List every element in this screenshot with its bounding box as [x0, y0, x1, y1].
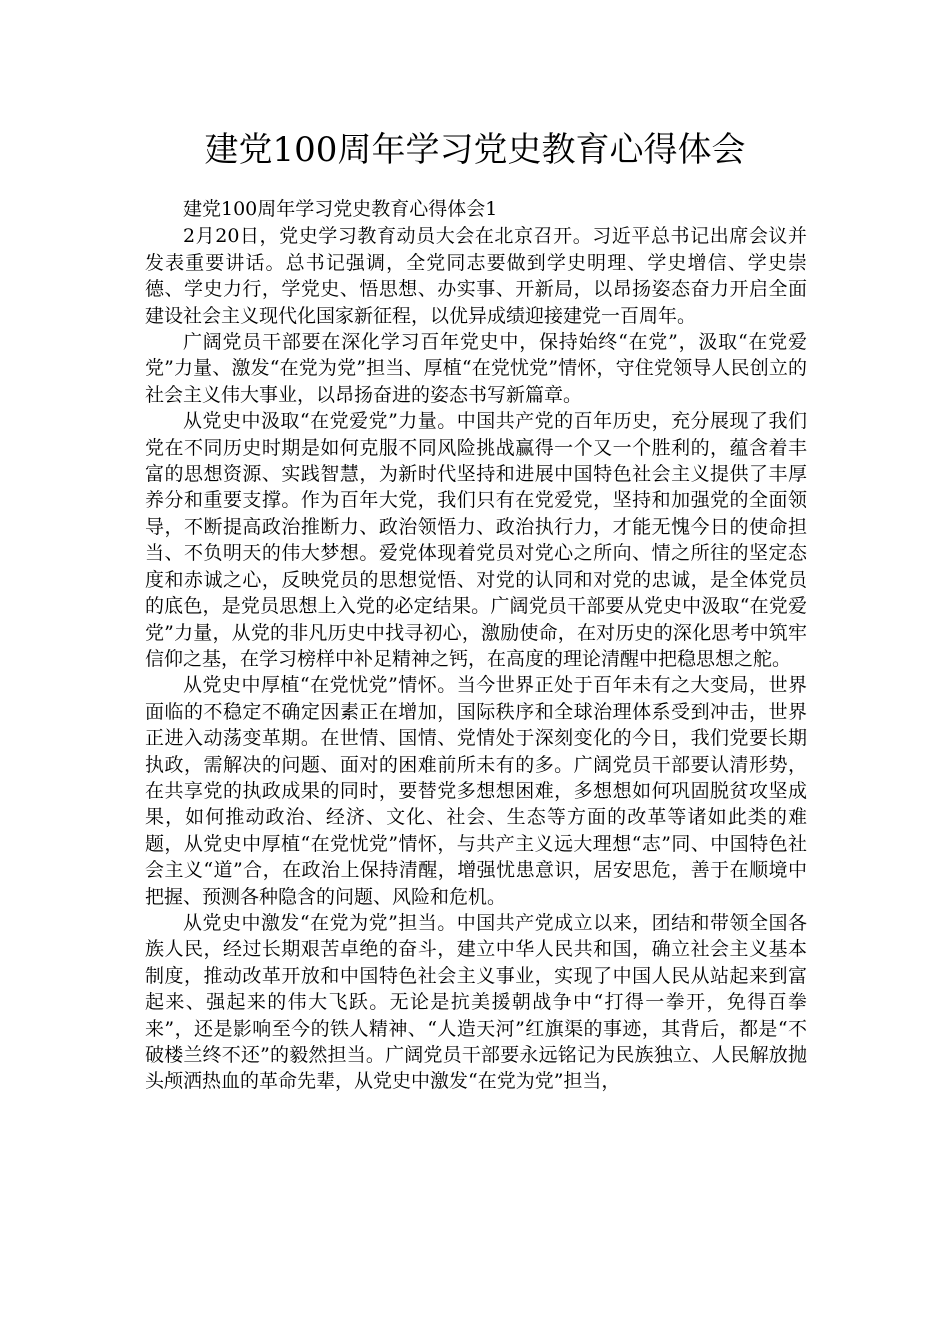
paragraph-worry-party: 从党史中厚植“在党忧党”情怀。当今世界正处于百年未有之大变局，世界面临的不稳定不确定因素正在增加，国际秩序和全球治理体系受到冲击，世界正进入动荡变革期。在世情、国情、党情处于深刻变化的今日，我们党要长期执政，需解决的问题、面对的困难前所未有的多。广阔党员干部要认清形势，在共享党的执政成果的同时，要替党多想想困难，多想想如何巩固脱贫攻坚成果，如何推动政治、经济、文化、社会、生态等方面的改革等诸如此类的难题，从党史中厚植“在党忧党”情怀，与共产主义远大理想“志”同、中国特色社会主义“道”合，在政治上保持清醒，增强忧患意识，居安思危，善于在顺境中把握、预测各种隐含的问题、风险和危机。	[145, 674, 807, 908]
document-subtitle: 建党100周年学习党史教育心得体会1	[183, 198, 498, 220]
document-body	[145, 196, 807, 1095]
paragraph-intro: 2月20日，党史学习教育动员大会在北京召开。习近平总书记出席会议并发表重要讲话。总书记强调，全党同志要做到学史明理、学史增信、学史崇德、学史力行，学党史、悟思想、办实事、开新局，以昂扬姿态奋力开启全面建设社会主义现代化国家新征程，以优异成绩迎接建党一百周年。	[145, 225, 807, 327]
paragraph-love-party: 从党史中汲取“在党爱党”力量。中国共产党的百年历史，充分展现了我们党在不同历史时期是如何克服不同风险挑战赢得一个又一个胜利的，蕴含着丰富的思想资源、实践智慧，为新时代坚持和进展中国特色社会主义提供了丰厚养分和重要支撑。作为百年大党，我们只有在党爱党，坚持和加强党的全面领导，不断提高政治推断力、政治领悟力、政治执行力，才能无愧今日的使命担当、不负明天的伟大梦想。爱党体现着党员对党心之所向、情之所往的坚定态度和赤诚之心，反映党员的思想觉悟、对党的认同和对党的忠诚，是全体党员的底色，是党员思想上入党的必定结果。广阔党员干部要从党史中汲取“在党爱党”力量，从党的非凡历史中找寻初心，激励使命，在对历史的深化思考中筑牢信仰之基，在学习榜样中补足精神之钙，在高度的理论清醒中把稳思想之舵。	[145, 410, 807, 670]
document-title: 建党100周年学习党史教育心得体会	[204, 130, 746, 170]
paragraph-serve-party: 从党史中激发“在党为党”担当。中国共产党成立以来，团结和带领全国各族人民，经过长期艰苦卓绝的奋斗，建立中华人民共和国，确立社会主义基本制度，推动改革开放和中国特色社会主义事业，实现了中国人民从站起来到富起来、强起来的伟大飞跃。无论是抗美援朝战争中“打得一拳开，免得百拳来”，还是影响至今的铁人精神、“人造天河”红旗渠的事迹，其背后，都是“不破楼兰终不还”的毅然担当。广阔党员干部要永远铭记为民族独立、人民解放抛头颅洒热血的革命先辈，从党史中激发“在党为党”担当，	[145, 911, 807, 1093]
paragraph-overview: 广阔党员干部要在深化学习百年党史中，保持始终“在党”，汲取“在党爱党”力量、激发“在党为党”担当、厚植“在党忧党”情怀，守住党领导人民创立的社会主义伟大事业，以昂扬奋进的姿态书写新篇章。	[145, 331, 807, 406]
